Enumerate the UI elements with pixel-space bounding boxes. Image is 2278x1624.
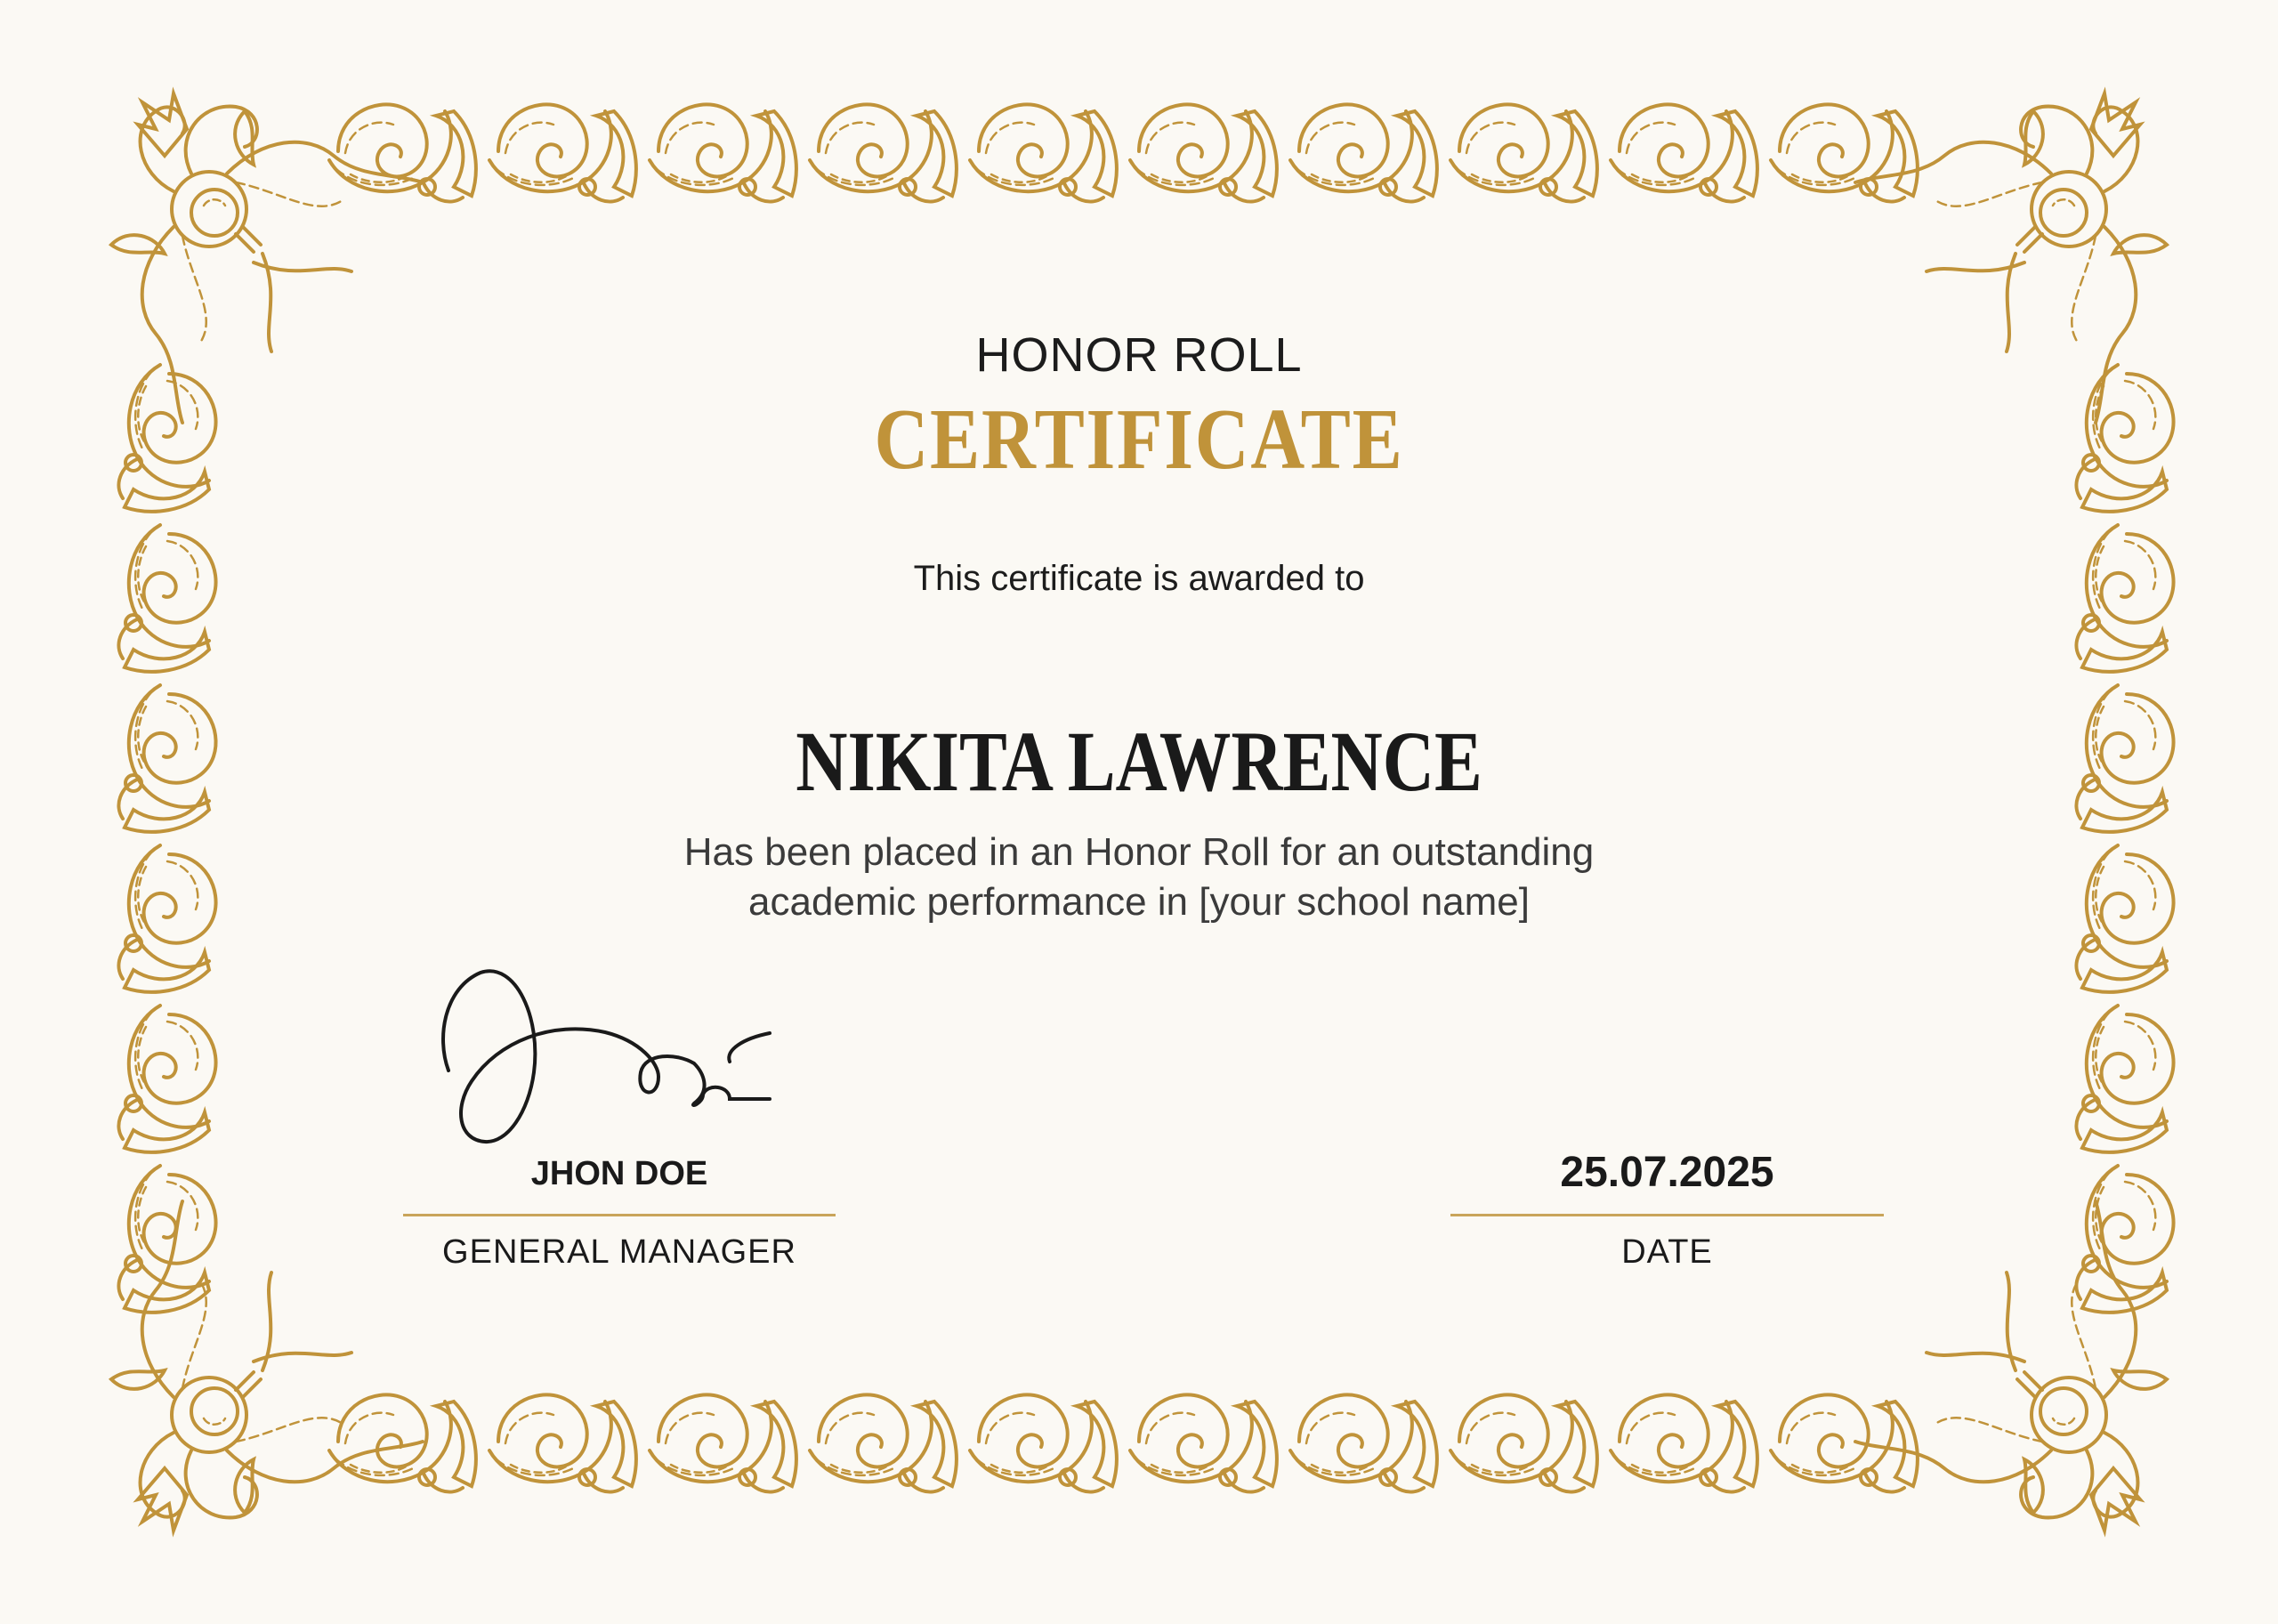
- border-corners: [111, 93, 2167, 1531]
- date-line: [1450, 1214, 1884, 1216]
- description-line-1: Has been placed in an Honor Roll for an outstanding: [683, 830, 1595, 874]
- signatory-role: GENERAL MANAGER: [442, 1233, 796, 1271]
- signature-line: [403, 1214, 836, 1216]
- award-description: [0, 828, 2278, 927]
- recipient-name: NIKITA LAWRENCE: [796, 714, 1482, 809]
- certificate-title: CERTIFICATE: [874, 392, 1404, 488]
- awarded-to-text: This certificate is awarded to: [913, 559, 1365, 598]
- border-bottom: [329, 1394, 1918, 1491]
- signature-icon: [436, 966, 792, 1152]
- date-label: DATE: [1621, 1233, 1713, 1271]
- description-line-2: academic performance in [your school name]: [748, 880, 1530, 924]
- border-top: [329, 104, 1918, 201]
- signatory-name: JHON DOE: [530, 1155, 708, 1192]
- certificate-subtitle: HONOR ROLL: [975, 328, 1303, 382]
- date-value: 25.07.2025: [1560, 1149, 1774, 1196]
